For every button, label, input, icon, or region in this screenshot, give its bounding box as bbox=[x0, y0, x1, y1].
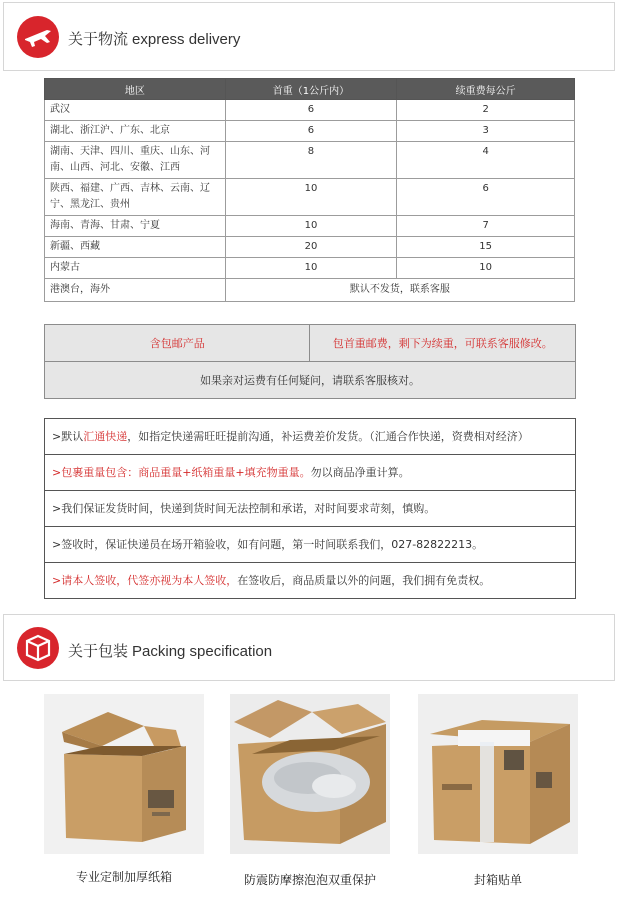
cell-region: 港澳台，海外 bbox=[45, 279, 226, 302]
rule-highlight: 汇通快递 bbox=[83, 430, 128, 443]
rule-item bbox=[45, 419, 575, 455]
express-logo bbox=[17, 16, 59, 58]
rule-highlight: >包裹重量包含：商品重量+纸箱重量+填充物重量。 bbox=[52, 466, 311, 479]
cell-first: 6 bbox=[225, 100, 397, 121]
rule-text: >我们保证发货时间，快递到货时间无法控制和承诺，对时间要求苛刻，慎购。 bbox=[52, 502, 436, 515]
express-header bbox=[3, 2, 615, 71]
table-row bbox=[45, 142, 575, 179]
packing-logo bbox=[17, 627, 59, 669]
sealed-box-photo bbox=[418, 694, 578, 854]
table-row bbox=[45, 216, 575, 237]
shipping-notice-box bbox=[44, 324, 576, 399]
header-extra-weight: 续重费每公斤 bbox=[397, 79, 575, 100]
rule-item bbox=[45, 491, 575, 527]
table-header-row bbox=[45, 79, 575, 100]
rule-item bbox=[45, 563, 575, 598]
table-row bbox=[45, 279, 575, 302]
packing-caption-1: 专业定制加厚纸箱 bbox=[75, 870, 172, 884]
cell-first: 10 bbox=[225, 216, 397, 237]
packing-caption-2: 防震防摩擦泡泡双重保护 bbox=[243, 873, 376, 887]
cell-extra: 6 bbox=[397, 179, 575, 216]
packing-title bbox=[68, 640, 272, 661]
bubble-wrap-photo bbox=[230, 694, 390, 854]
table-row bbox=[45, 258, 575, 279]
header-first-weight: 首重（1公斤内） bbox=[225, 79, 397, 100]
cell-no-shipping-note: 默认不发货，联系客服 bbox=[225, 279, 574, 302]
cell-first: 6 bbox=[225, 121, 397, 142]
cell-region: 湖北、浙江沪、广东、北京 bbox=[45, 121, 226, 142]
contact-service-note: 如果亲对运费有任何疑问，请联系客服核对。 bbox=[45, 362, 576, 399]
cell-region: 陕西、福建、广西、吉林、云南、辽宁、黑龙江、贵州 bbox=[45, 179, 226, 216]
cell-first: 10 bbox=[225, 258, 397, 279]
cell-extra: 2 bbox=[397, 100, 575, 121]
express-title bbox=[68, 28, 240, 49]
rule-text: >签收时，保证快递员在场开箱验收，如有问题，第一时间联系我们，027-82822213。 bbox=[52, 538, 484, 551]
thick-carton-photo bbox=[44, 694, 204, 854]
free-shipping-label: 含包邮产品 bbox=[45, 325, 310, 362]
rule-item bbox=[45, 455, 575, 491]
rule-text: >默认 bbox=[52, 430, 84, 443]
cell-region: 内蒙古 bbox=[45, 258, 226, 279]
packing-caption-3: 封箱贴单 bbox=[473, 873, 522, 887]
packing-title-cn: 关于包装 bbox=[68, 642, 129, 660]
packing-header bbox=[3, 614, 615, 681]
table-row bbox=[45, 100, 575, 121]
cell-region: 海南、青海、甘肃、宁夏 bbox=[45, 216, 226, 237]
table-row bbox=[45, 121, 575, 142]
packing-title-en: Packing specification bbox=[132, 643, 273, 660]
cell-extra: 10 bbox=[397, 258, 575, 279]
cell-region: 新疆、西藏 bbox=[45, 237, 226, 258]
cell-first: 20 bbox=[225, 237, 397, 258]
cell-first: 8 bbox=[225, 142, 397, 179]
cell-first: 10 bbox=[225, 179, 397, 216]
cell-extra: 3 bbox=[397, 121, 575, 142]
shipping-rules bbox=[44, 418, 576, 599]
cell-extra: 4 bbox=[397, 142, 575, 179]
cell-region: 武汉 bbox=[45, 100, 226, 121]
header-region: 地区 bbox=[45, 79, 226, 100]
rule-text: 勿以商品净重计算。 bbox=[310, 466, 410, 479]
cell-region: 湖南、天津、四川、重庆、山东、河南、山西、河北、安徽、江西 bbox=[45, 142, 226, 179]
rule-highlight: >请本人签收，代签亦视为本人签收， bbox=[52, 574, 238, 587]
table-row bbox=[45, 179, 575, 216]
rule-text: ，如指定快递需旺旺提前沟通，补运费差价发货。（汇通合作快递，资费相对经济） bbox=[127, 430, 529, 443]
cell-extra: 15 bbox=[397, 237, 575, 258]
plane-icon bbox=[17, 16, 59, 58]
box-icon bbox=[17, 627, 59, 669]
cell-extra: 7 bbox=[397, 216, 575, 237]
express-title-cn: 关于物流 bbox=[68, 30, 129, 48]
shipping-fee-table bbox=[44, 78, 575, 302]
rule-item bbox=[45, 527, 575, 563]
rule-text: 在签收后，商品质量以外的问题，我们拥有免责权。 bbox=[237, 574, 491, 587]
free-shipping-note: 包首重邮费，剩下为续重，可联系客服修改。 bbox=[310, 325, 576, 362]
express-title-en: express delivery bbox=[132, 31, 241, 48]
table-row bbox=[45, 237, 575, 258]
